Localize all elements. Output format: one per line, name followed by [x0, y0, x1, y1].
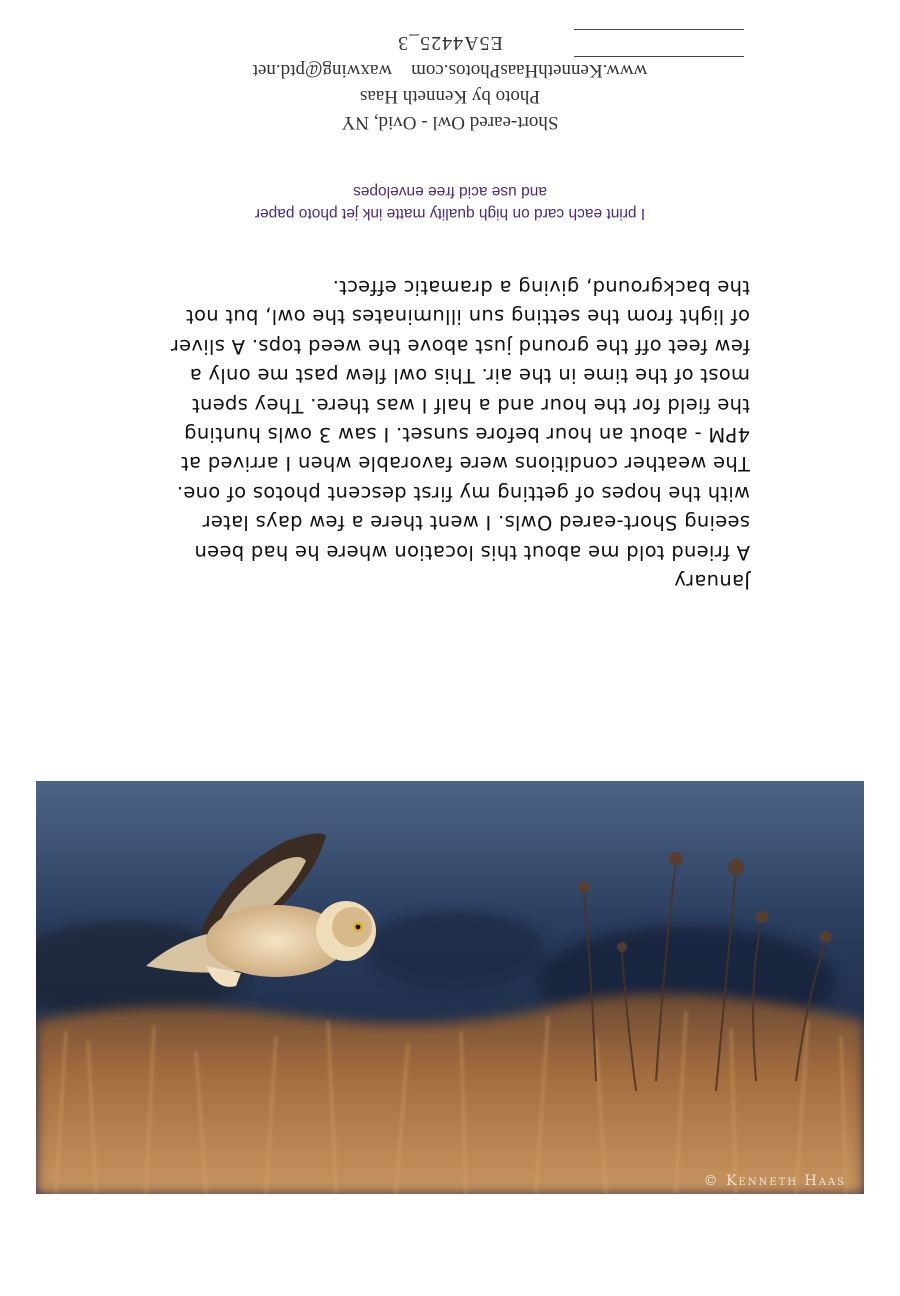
divider — [574, 29, 744, 30]
paper-note-line: I print each card on high quality matte ink jet photo paper — [254, 205, 646, 222]
story-line: A friend told me about this location where he had been — [194, 540, 750, 564]
story-line: 4PM - about an hour before sunset. I saw 3 owls hunting — [183, 422, 750, 446]
photo-title: Short-eared Owl - Ovid, NY — [341, 112, 559, 133]
catalog-id: E5A4425_3 — [397, 32, 503, 54]
email-address: waxwing@ptd.net — [252, 60, 393, 81]
credits-block — [150, 29, 750, 135]
story-line: most of the time in the air. This owl flew past me only a — [189, 364, 750, 388]
owl-photo-illustration — [36, 781, 864, 1194]
website-link: www.KennethHaasPhotos.com — [411, 60, 648, 81]
story-line: few feet off the ground just above the weed tops. A sliver — [170, 334, 750, 358]
catalog-id-line — [150, 29, 750, 57]
story-line: of light from the setting sun illuminates the owl, but not — [185, 305, 750, 329]
story-line: The weather conditions were favorable when I arrived at — [180, 452, 750, 476]
paper-note — [150, 180, 750, 224]
story-month: January — [673, 570, 750, 593]
photo-copyright: © Kenneth Haas — [703, 1173, 846, 1189]
story-line: the field for the hour and a half I was there. They spent — [191, 393, 750, 417]
story-text — [140, 273, 750, 596]
paper-note-line: and use acid free envelopes — [353, 183, 547, 200]
contact-line — [150, 57, 750, 83]
story-line: the background, giving a dramatic effect. — [332, 275, 750, 299]
photographer-credit: Photo by Kenneth Haas — [360, 86, 540, 107]
owl-photo — [36, 781, 864, 1194]
story-line: seeing Short-eared Owls. I went there a few days later — [202, 511, 750, 535]
story-line: with the hopes of getting my first descent photos of one. — [176, 481, 750, 505]
